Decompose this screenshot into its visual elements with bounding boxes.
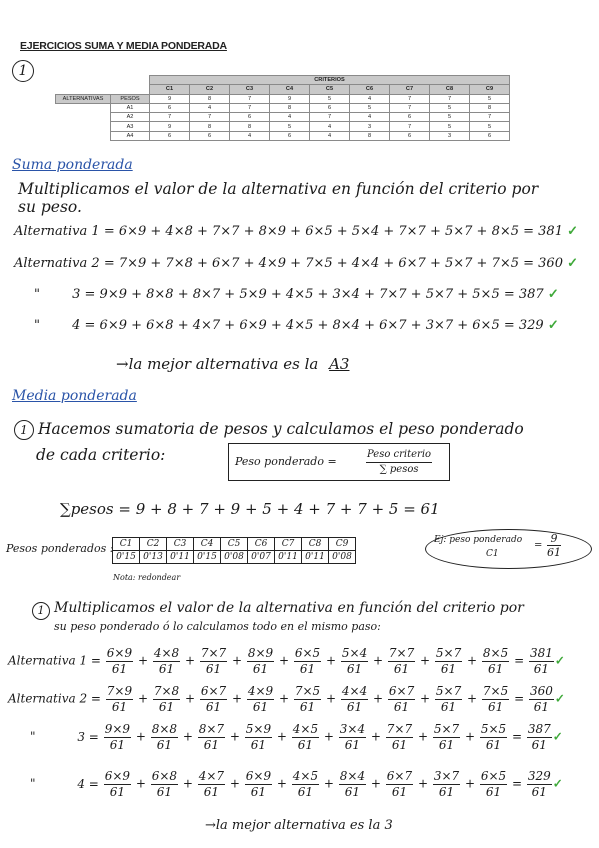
exercise-number-text: 1 — [18, 63, 28, 79]
pp-header: C5 — [221, 538, 248, 551]
pp-value: 0'11 — [302, 551, 329, 564]
value-cell: 5 — [470, 122, 510, 131]
fraction-numerator: 4×5 — [292, 722, 319, 736]
example-label: Ej: peso ponderado — [434, 535, 523, 545]
step-number-text: 1 — [20, 423, 28, 437]
example-sub: C1 — [486, 549, 499, 559]
fraction-numerator: 5×7 — [433, 722, 460, 736]
value-cell: 7 — [190, 113, 230, 122]
fraction-denominator: 61 — [158, 662, 175, 676]
suma-alt1-text: Alternativa 1 = 6×9 + 4×8 + 7×7 + 8×9 + 6×5 + 5×4 + 7×7 + 5×7 + 8×5 = 381 — [14, 224, 563, 239]
value-cell: 4 — [270, 113, 310, 122]
fraction-numerator: 6×9 — [104, 769, 131, 783]
fraction-term — [341, 684, 368, 714]
result-denominator: 61 — [533, 700, 550, 714]
ditto-mark: " — [34, 287, 40, 302]
sum-pesos-line: ∑pesos = 9 + 8 + 7 + 9 + 5 + 4 + 7 + 7 + 5 = 61 — [60, 500, 440, 518]
fraction-numerator: 8×7 — [198, 722, 225, 736]
pp-header: C9 — [329, 538, 356, 551]
fraction-denominator: 61 — [111, 700, 128, 714]
value-cell: 7 — [230, 103, 270, 112]
fraction-term — [294, 684, 321, 714]
value-cell: 5 — [350, 103, 390, 112]
value-cell: 6 — [230, 113, 270, 122]
fraction-denominator: 61 — [391, 785, 408, 799]
media-heading: Media ponderada — [12, 388, 137, 404]
check-icon: ✓ — [554, 653, 565, 668]
result-fraction — [529, 684, 554, 714]
pp-value: 0'11 — [275, 551, 302, 564]
check-icon: ✓ — [567, 224, 579, 239]
value-cell: 7 — [150, 113, 190, 122]
fraction-numerator: 4×7 — [198, 769, 225, 783]
fraction-term — [245, 769, 272, 799]
check-icon: ✓ — [547, 318, 559, 333]
value-cell: 8 — [470, 103, 510, 112]
fraction-numerator: 3×4 — [339, 722, 366, 736]
step2-line-2: su peso ponderado ó lo calculamos todo en el mismo paso: — [54, 620, 381, 633]
fraction-denominator: 61 — [485, 785, 502, 799]
fraction-term — [104, 769, 131, 799]
fraction-denominator: 61 — [250, 785, 267, 799]
fraction-numerator: 4×9 — [247, 684, 274, 698]
suma-conclusion-text: →la mejor alternativa es la — [116, 355, 319, 373]
result-numerator: 381 — [529, 646, 553, 660]
media-intro-2: de cada criterio: — [36, 446, 166, 464]
pp-header: C2 — [140, 538, 167, 551]
fraction-numerator: 7×5 — [294, 684, 321, 698]
criteria-col-c5: C5 — [310, 85, 350, 94]
fraction-numerator: 7×7 — [200, 646, 227, 660]
pesos-ponderados-label: Pesos ponderados : — [6, 542, 114, 555]
fraction-denominator: 61 — [440, 700, 457, 714]
fraction-numerator: 7×9 — [106, 684, 133, 698]
suma-heading: Suma ponderada — [12, 157, 133, 173]
value-cell: 7 — [390, 103, 430, 112]
fraction-numerator: 8×8 — [151, 722, 178, 736]
fraction-term — [151, 769, 178, 799]
fraction-denominator: 61 — [111, 662, 128, 676]
fraction-denominator: 61 — [109, 785, 125, 799]
fraction-numerator: 4×4 — [341, 684, 368, 698]
pesos-ponderados-table — [112, 537, 356, 564]
value-cell: 7 — [470, 113, 510, 122]
criteria-col-c4: C4 — [270, 85, 310, 94]
value-cell: 8 — [230, 122, 270, 131]
step-number — [14, 420, 34, 440]
fraction-term — [200, 646, 227, 676]
fraction-term — [292, 722, 319, 752]
fraction-denominator: 61 — [346, 700, 363, 714]
suma-intro-2: su peso. — [18, 198, 82, 216]
example-oval: Ej: peso ponderado C1 = $\frac{9}{61}$ — [425, 529, 592, 569]
fraction-term — [386, 769, 413, 799]
fraction-numerator: 6×5 — [480, 769, 507, 783]
fraction-numerator: 6×8 — [151, 769, 178, 783]
fraction-denominator: 61 — [346, 662, 363, 676]
formula-fraction — [366, 447, 432, 477]
table-row — [56, 131, 510, 140]
fraction-denominator: 61 — [158, 700, 175, 714]
fraction-numerator: 5×7 — [435, 646, 462, 660]
suma-line-alt1 — [14, 224, 578, 239]
table-row — [56, 103, 510, 112]
result-denominator: 61 — [531, 738, 547, 752]
fraction-term — [435, 646, 462, 676]
pp-value: 0'13 — [140, 551, 167, 564]
value-cell: 8 — [190, 122, 230, 131]
fraction-denominator: 61 — [299, 662, 316, 676]
fraction-numerator: 6×9 — [106, 646, 133, 660]
fraction-denominator: 61 — [205, 700, 222, 714]
fraction-term — [106, 684, 133, 714]
fraction-denominator: 61 — [203, 738, 220, 752]
step2-line-1: Multiplicamos el valor de la alternativa en función del criterio por — [54, 600, 524, 616]
value-cell: 4 — [310, 131, 350, 140]
value-cell: 6 — [390, 113, 430, 122]
suma-alt3-text: 3 = 9×9 + 8×8 + 8×7 + 5×9 + 4×5 + 3×4 + 7×7 + 5×7 + 5×5 = 387 — [72, 287, 544, 302]
fraction-numerator: 6×9 — [245, 769, 272, 783]
fraction-term — [482, 684, 509, 714]
media-alt2: Alternativa 2 = $\frac{7\times 9}{61}$ + $\frac{7\times 8}{61}$ + $\frac{6\times 7}{61}$ + $\frac{4\times 9}{61}$ + $\frac{7\times 5}{61}$ + $\frac{4\times 4}{61}$ + $\frac{6\times 7}{61}$ + $\frac{5\times 7}{61}$ + $\frac{7\times 5}{61}$ = $\frac{360}{61}$ ✓ — [8, 684, 565, 714]
fraction-numerator: 8×9 — [247, 646, 274, 660]
media-alt1: Alternativa 1 = $\frac{6\times 9}{61}$ + $\frac{4\times 8}{61}$ + $\frac{7\times 7}{61}$ + $\frac{8\times 9}{61}$ + $\frac{6\times 5}{61}$ + $\frac{5\times 4}{61}$ + $\frac{7\times 7}{61}$ + $\frac{5\times 7}{61}$ + $\frac{8\times 5}{61}$ = $\frac{381}{61}$ ✓ — [8, 646, 565, 676]
value-cell: 6 — [150, 103, 190, 112]
fraction-term — [198, 722, 225, 752]
criteria-col-c2: C2 — [190, 85, 230, 94]
peso-cell: 9 — [150, 94, 190, 103]
suma-intro-1: Multiplicamos el valor de la alternativa en función del criterio por — [18, 180, 539, 198]
table-row — [56, 122, 510, 131]
value-cell: 4 — [310, 122, 350, 131]
fraction-numerator: 7×5 — [482, 684, 509, 698]
fraction-term — [198, 769, 225, 799]
check-icon: ✓ — [547, 287, 559, 302]
fraction-denominator: 61 — [156, 785, 173, 799]
fraction-denominator: 61 — [252, 700, 269, 714]
fraction-term — [153, 646, 180, 676]
example-den: 61 — [547, 546, 561, 559]
pp-value: 0'08 — [329, 551, 356, 564]
fraction-denominator: 61 — [438, 738, 455, 752]
pp-header: C6 — [248, 538, 275, 551]
pesos-label: PESOS — [111, 94, 150, 103]
fraction-denominator: 61 — [438, 785, 455, 799]
fraction-term — [435, 684, 462, 714]
fraction-numerator: 4×5 — [292, 769, 319, 783]
result-fraction — [529, 646, 554, 676]
fraction-denominator: 61 — [485, 738, 502, 752]
alternative-name: A1 — [111, 103, 150, 112]
fraction-term — [386, 722, 413, 752]
criteria-table — [55, 75, 510, 141]
alt2-label: Alternativa 2 = — [8, 691, 101, 706]
result-numerator: 329 — [527, 769, 551, 783]
alternatives-label: ALTERNATIVAS — [56, 94, 111, 103]
value-cell: 8 — [350, 131, 390, 140]
fraction-numerator: 8×5 — [482, 646, 509, 660]
media-alt3: " 3 = $\frac{9\times 9}{61}$ + $\frac{8\times 8}{61}$ + $\frac{8\times 7}{61}$ + $\frac{5\times 9}{61}$ + $\frac{4\times 5}{61}$ + $\frac{3\times 4}{61}$ + $\frac{7\times 7}{61}$ + $\frac{5\times 7}{61}$ + $\frac{5\times 5}{61}$ = $\frac{387}{61}$ ✓ — [30, 722, 563, 752]
fraction-denominator: 61 — [487, 700, 504, 714]
result-fraction — [527, 722, 552, 752]
fraction-denominator: 61 — [297, 785, 314, 799]
criteria-col-c6: C6 — [350, 85, 390, 94]
fraction-term — [247, 646, 274, 676]
value-cell: 5 — [430, 103, 470, 112]
criteria-col-c7: C7 — [390, 85, 430, 94]
result-fraction — [527, 769, 552, 799]
fraction-term — [388, 646, 415, 676]
fraction-numerator: 5×4 — [341, 646, 368, 660]
pp-value: 0'07 — [248, 551, 275, 564]
suma-conclusion — [116, 355, 349, 373]
pp-value: 0'15 — [113, 551, 140, 564]
peso-cell: 5 — [310, 94, 350, 103]
ditto-mark: " — [30, 729, 36, 744]
peso-cell: 7 — [390, 94, 430, 103]
result-numerator: 360 — [529, 684, 553, 698]
value-cell: 5 — [430, 113, 470, 122]
check-icon: ✓ — [552, 729, 563, 744]
value-cell: 5 — [430, 122, 470, 131]
value-cell: 9 — [150, 122, 190, 131]
pp-header: C4 — [194, 538, 221, 551]
fraction-numerator: 6×7 — [386, 769, 413, 783]
alternative-name: A2 — [111, 113, 150, 122]
fraction-numerator: 6×5 — [294, 646, 321, 660]
media-alt4: " 4 = $\frac{6\times 9}{61}$ + $\frac{6\times 8}{61}$ + $\frac{4\times 7}{61}$ + $\frac{6\times 9}{61}$ + $\frac{4\times 5}{61}$ + $\frac{8\times 4}{61}$ + $\frac{6\times 7}{61}$ + $\frac{3\times 7}{61}$ + $\frac{6\times 5}{61}$ = $\frac{329}{61}$ ✓ — [30, 769, 563, 799]
step2-number — [32, 602, 50, 620]
ditto-mark: " — [30, 776, 36, 791]
suma-line-alt4 — [34, 318, 559, 333]
peso-cell: 9 — [270, 94, 310, 103]
pp-header: C3 — [167, 538, 194, 551]
fraction-denominator: 61 — [156, 738, 173, 752]
table-row — [56, 113, 510, 122]
value-cell: 6 — [270, 131, 310, 140]
fraction-denominator: 61 — [344, 785, 361, 799]
fraction-numerator: 8×4 — [339, 769, 366, 783]
formula-box — [228, 443, 450, 481]
value-cell: 6 — [310, 103, 350, 112]
fraction-numerator: 5×7 — [435, 684, 462, 698]
example-num: 9 — [547, 532, 561, 546]
result-numerator: 387 — [527, 722, 551, 736]
value-cell: 3 — [430, 131, 470, 140]
fraction-term — [341, 646, 368, 676]
value-cell: 4 — [350, 113, 390, 122]
media-intro-1: Hacemos sumatoria de pesos y calculamos el peso ponderado — [38, 420, 524, 438]
value-cell: 6 — [390, 131, 430, 140]
best-alternative: A3 — [329, 355, 350, 373]
fraction-term — [339, 722, 366, 752]
fraction-numerator: 6×7 — [200, 684, 227, 698]
suma-line-alt3 — [34, 287, 559, 302]
fraction-numerator: 4×8 — [153, 646, 180, 660]
value-cell: 6 — [190, 131, 230, 140]
result-denominator: 61 — [533, 662, 550, 676]
value-cell: 3 — [350, 122, 390, 131]
pp-value: 0'11 — [167, 551, 194, 564]
fraction-denominator: 61 — [393, 662, 410, 676]
fraction-denominator: 61 — [203, 785, 220, 799]
fraction-denominator: 61 — [109, 738, 125, 752]
fraction-term — [292, 769, 319, 799]
formula-numerator: Peso criterio — [366, 447, 432, 463]
pp-value: 0'15 — [194, 551, 221, 564]
media-conclusion: →la mejor alternativa es la 3 — [205, 818, 393, 833]
check-icon: ✓ — [567, 256, 579, 271]
value-cell: 4 — [190, 103, 230, 112]
fraction-term — [200, 684, 227, 714]
pp-header: C8 — [302, 538, 329, 551]
formula-label: Peso ponderado = — [235, 455, 337, 468]
fraction-numerator: 9×9 — [104, 722, 131, 736]
suma-alt2-text: Alternativa 2 = 7×9 + 7×8 + 6×7 + 4×9 + 7×5 + 4×4 + 6×7 + 5×7 + 7×5 = 360 — [14, 256, 563, 271]
fraction-term — [106, 646, 133, 676]
criteria-col-c3: C3 — [230, 85, 270, 94]
pp-header: C1 — [113, 538, 140, 551]
value-cell: 6 — [470, 131, 510, 140]
example-fraction — [547, 532, 561, 559]
fraction-term — [433, 769, 460, 799]
alternative-name: A3 — [111, 122, 150, 131]
fraction-term — [245, 722, 272, 752]
pp-header: C7 — [275, 538, 302, 551]
fraction-numerator: 7×8 — [153, 684, 180, 698]
fraction-term — [480, 722, 507, 752]
fraction-term — [388, 684, 415, 714]
fraction-denominator: 61 — [299, 700, 316, 714]
alt4-label: 4 = — [77, 776, 99, 791]
ditto-mark: " — [34, 318, 40, 333]
fraction-numerator: 3×7 — [433, 769, 460, 783]
fraction-numerator: 6×7 — [388, 684, 415, 698]
fraction-denominator: 61 — [344, 738, 361, 752]
fraction-term — [480, 769, 507, 799]
peso-cell: 5 — [470, 94, 510, 103]
fraction-denominator: 61 — [487, 662, 504, 676]
formula-denominator: ∑ pesos — [379, 464, 419, 475]
criteria-header: CRITERIOS — [150, 76, 510, 85]
fraction-term — [294, 646, 321, 676]
fraction-denominator: 61 — [250, 738, 267, 752]
peso-cell: 7 — [230, 94, 270, 103]
fraction-denominator: 61 — [205, 662, 222, 676]
fraction-term — [104, 722, 131, 752]
fraction-denominator: 61 — [252, 662, 269, 676]
fraction-term — [433, 722, 460, 752]
exercise-number — [12, 60, 34, 82]
suma-line-alt2 — [14, 256, 578, 271]
fraction-denominator: 61 — [391, 738, 408, 752]
step2-number-text: 1 — [37, 604, 45, 617]
value-cell: 4 — [230, 131, 270, 140]
fraction-term — [247, 684, 274, 714]
fraction-term — [153, 684, 180, 714]
value-cell: 7 — [390, 122, 430, 131]
fraction-term — [482, 646, 509, 676]
pp-value: 0'08 — [221, 551, 248, 564]
fraction-numerator: 7×7 — [388, 646, 415, 660]
fraction-denominator: 61 — [440, 662, 457, 676]
value-cell: 5 — [270, 122, 310, 131]
criteria-col-c1: C1 — [150, 85, 190, 94]
check-icon: ✓ — [554, 691, 565, 706]
peso-cell: 4 — [350, 94, 390, 103]
value-cell: 7 — [310, 113, 350, 122]
value-cell: 8 — [270, 103, 310, 112]
suma-alt4-text: 4 = 6×9 + 6×8 + 4×7 + 6×9 + 4×5 + 8×4 + 6×7 + 3×7 + 6×5 = 329 — [72, 318, 544, 333]
alt3-label: 3 = — [77, 729, 99, 744]
result-denominator: 61 — [531, 785, 547, 799]
fraction-numerator: 5×5 — [480, 722, 507, 736]
fraction-term — [151, 722, 178, 752]
fraction-numerator: 5×9 — [245, 722, 272, 736]
criteria-col-c8: C8 — [430, 85, 470, 94]
value-cell: 6 — [150, 131, 190, 140]
note: Nota: redondear — [113, 573, 181, 582]
alternative-name: A4 — [111, 131, 150, 140]
fraction-denominator: 61 — [297, 738, 314, 752]
page-title: EJERCICIOS SUMA Y MEDIA PONDERADA — [20, 40, 227, 52]
fraction-denominator: 61 — [393, 700, 410, 714]
fraction-numerator: 7×7 — [386, 722, 413, 736]
peso-cell: 8 — [190, 94, 230, 103]
criteria-col-c9: C9 — [470, 85, 510, 94]
check-icon: ✓ — [552, 776, 563, 791]
peso-cell: 7 — [430, 94, 470, 103]
fraction-term — [339, 769, 366, 799]
alt1-label: Alternativa 1 = — [8, 653, 101, 668]
